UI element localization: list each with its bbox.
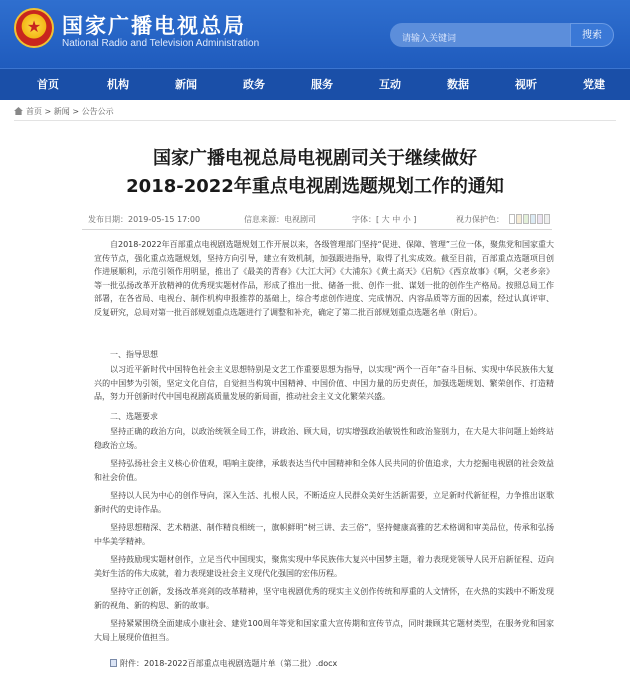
paragraph-intro: 自2018-2022年百部重点电视剧选题规划工作开展以来，各级管理部门坚持“促进、保障、管理”三位一体，聚焦党和国家重大宣传节点，强化重点选题规划，坚持方向引导，建立有效机制，加强跟进指导，取得了扎实成效。截至目前，百部重点选题项目创作进展顺利，示范引领作用明显，推出了《最美的青春》《大江大河》《大浦东》《黄土高天》《启航》《西京故事》《啊，父老乡亲》等一批弘扬改革开放精神的优秀现实题材作品，形成了推出一批、储备一批、创作一批、谋划一批的创作生产格局。按照总局工作部署，在各省局、电视台、制作机构申报推荐的基础上，综合考虑创作进度、完成情况、内容品质等方面的因素，经过认真评审、反复研究，总局对第一批百部规划重点选题进行了调整和补充，确定了第二批百部规划重点选题名单（附后）。 [94,240,554,317]
article-title-line-1: 国家广播电视总局电视剧司关于继续做好 [153,148,477,169]
section-heading-2: 二、选题要求 [110,412,158,421]
meta-divider [82,229,552,230]
nav-item-news[interactable]: 新闻 [175,78,197,91]
section-heading-1: 一、指导思想 [110,350,158,359]
nav-item-home[interactable]: 首页 [37,78,59,91]
eye-color-swatch[interactable] [530,214,536,224]
eye-color-swatch[interactable] [523,214,529,224]
document-icon [110,659,117,667]
site-header [0,0,630,68]
national-emblem-icon [14,8,54,48]
paragraph-requirement-5: 坚持鼓励现实题材创作，立足当代中国现实，聚焦实现中华民族伟大复兴中国梦主题，着力表现党领导人民开启新征程、迈向美好生活的伟大成就，着力表现建设社会主义现代化强国的宏伟历程。 [94,555,554,578]
paragraph-requirement-2: 坚持弘扬社会主义核心价值观，唱响主旋律，承载表达当代中国精神和全体人民共同的价值追求，大力挖掘电视剧的社会效益和社会价值。 [94,459,554,482]
eye-color-swatch[interactable] [537,214,543,224]
nav-item-government[interactable]: 政务 [243,78,265,91]
breadcrumb-notice[interactable]: 公告公示 [81,107,114,116]
breadcrumb-home[interactable]: 首页 [26,107,42,116]
breadcrumb-separator: > [72,107,80,116]
nav-item-data[interactable]: 数据 [447,78,469,91]
paragraph-guiding-thought: 以习近平新时代中国特色社会主义思想特别是文艺工作重要思想为指导，以实现“两个一百年”奋斗目标、实现中华民族伟大复兴的中国梦为引领，坚定文化自信，自觉担当构筑中国精神、中国价值、中国力量的历史责任，加强选题规划、繁荣创作、打造精品，努力开创新时代中国电视剧高质量发展的新局面，推动社会主义文化繁荣兴盛。 [94,365,554,401]
breadcrumb-news[interactable]: 新闻 [53,107,70,116]
eye-color-swatch[interactable] [509,214,515,224]
eye-color-swatch[interactable] [544,214,550,224]
site-subtitle: National Radio and Television Administration [62,38,260,49]
publish-time: 发布日期：2019-05-15 17:00 [88,215,201,224]
paragraph-requirement-3: 坚持以人民为中心的创作导向，深入生活、扎根人民，不断适应人民群众美好生活新需要，立足新时代新征程，力争推出讴歌新时代的史诗作品。 [94,491,554,514]
nav-item-interaction[interactable]: 互动 [379,78,401,91]
nav-item-party[interactable]: 党建 [583,78,605,91]
site-title[interactable]: 国家广播电视总局 [62,14,246,38]
paragraph-requirement-6: 坚持守正创新，发扬改革亮剑的改革精神，坚守电视剧优秀的现实主义创作传统和厚重的人文情怀，在火热的实践中不断发现新的视角、新的构思、新的故事。 [94,587,554,610]
breadcrumb [14,106,114,117]
search-button[interactable]: 搜索 [570,23,614,47]
nav-item-institutions[interactable]: 机构 [107,78,129,91]
nav-item-audiovisual[interactable]: 视听 [515,78,537,91]
attachment-label[interactable]: 附件：2018-2022百部重点电视剧选题片单（第二批）.docx [120,659,338,668]
eye-protection-label: 视力保护色： [456,215,504,224]
paragraph-requirement-1: 坚持正确的政治方向，以政治统领全局工作，讲政治、顾大局，切实增强政治敏锐性和政治鉴别力，在大是大非问题上始终站稳政治立场。 [94,427,554,450]
article-title-line-2: 2018-2022年重点电视剧选题规划工作的通知 [126,176,504,197]
paragraph-requirement-4: 坚持思想精深、艺术精湛、制作精良相统一，旗帜鲜明“树三讲、去三俗”，坚持健康高雅的艺术格调和审美品位，传承和弘扬中华美学精神。 [94,523,554,546]
info-source: 信息来源：电视剧司 [244,215,316,224]
breadcrumb-separator: > [44,107,52,116]
home-icon [14,107,23,115]
eye-color-swatch[interactable] [516,214,522,224]
font-size-control[interactable]: 字体：[ 大 中 小 ] [352,215,417,224]
search-input[interactable] [390,23,570,47]
attachment-link[interactable] [110,658,337,669]
breadcrumb-divider [14,120,616,121]
paragraph-requirement-7: 坚持紧紧围绕全面建成小康社会、建党100周年等党和国家重大宣传期和宣传节点，同时兼顾其它题材类型，在服务党和国家大局上展现价值担当。 [94,619,554,642]
nav-item-services[interactable]: 服务 [311,78,333,91]
main-nav [0,68,630,100]
